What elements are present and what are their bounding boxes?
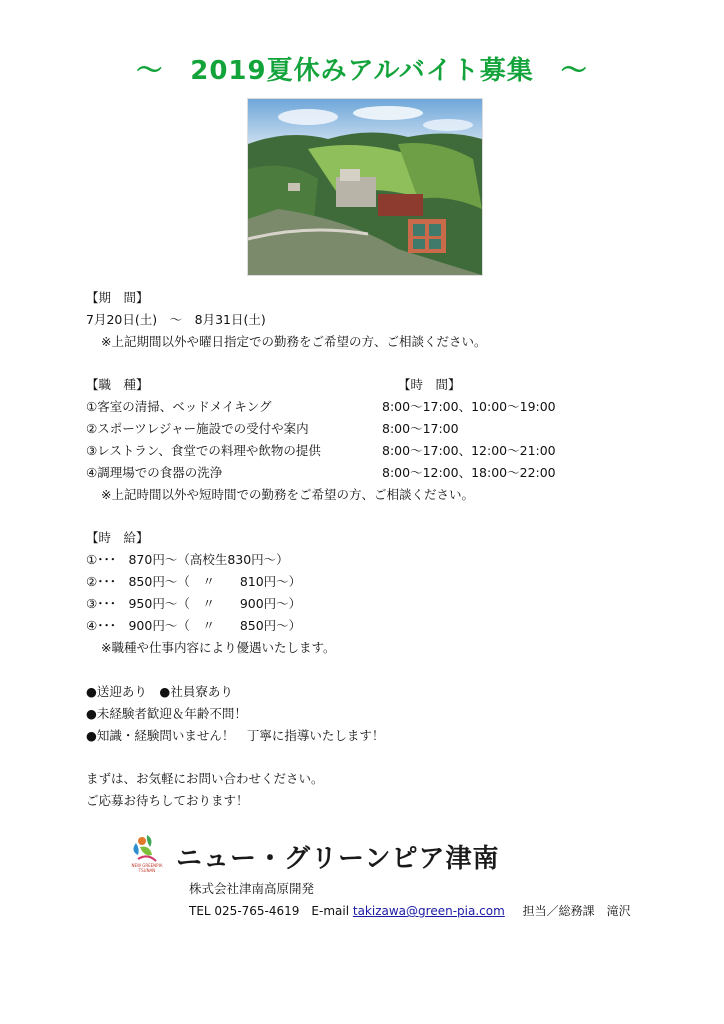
job-item: ②スポーツレジャー施設での受付や案内 — [86, 421, 309, 436]
wage-item: ④･･･ 900円～（ 〃 850円～） — [86, 618, 302, 633]
wage-item: ①･･･ 870円～（高校生830円～） — [86, 552, 289, 567]
period-note: ※上記期間以外や曜日指定での勤務をご希望の方、ご相談ください。 — [101, 334, 487, 349]
perk-item: ●知識・経験問いません！ 丁寧に指導いたします！ — [86, 728, 385, 743]
perk-item: ●未経験者歓迎＆年齢不問！ — [86, 706, 247, 721]
jobs-note: ※上記時間以外や短時間での勤務をご希望の方、ご相談ください。 — [101, 487, 474, 502]
period-dates: 7月20日(土) ～ 8月31日(土) — [86, 312, 266, 327]
resort-photo — [247, 98, 483, 276]
job-time: 8:00～12:00、18:00～22:00 — [382, 465, 556, 480]
logo-small-text: NEW GREENPIA TSUNAN — [131, 863, 163, 873]
email-link[interactable]: takizawa@green-pia.com — [352, 904, 505, 918]
tel-text: TEL 025-765-4619 E-mail — [189, 904, 350, 918]
wage-item: ③･･･ 950円～（ 〃 900円～） — [86, 596, 302, 611]
job-time: 8:00～17:00、12:00～21:00 — [382, 443, 556, 458]
time-heading: 【時 間】 — [398, 377, 461, 392]
job-item: ④調理場での食器の洗浄 — [86, 465, 223, 480]
job-item: ③レストラン、食堂での料理や飲物の提供 — [86, 443, 321, 458]
job-time: 8:00～17:00 — [382, 421, 459, 436]
wage-heading: 【時 給】 — [86, 530, 149, 545]
period-heading: 【期 間】 — [86, 290, 149, 305]
job-time: 8:00～17:00、10:00～19:00 — [382, 399, 556, 414]
closing-line: ご応募お待ちしております！ — [86, 793, 249, 808]
company-name: 株式会社津南高原開発 — [189, 881, 315, 896]
contact-line — [189, 902, 631, 919]
company-logo-icon — [128, 833, 166, 879]
resort-aerial-image — [248, 99, 482, 275]
perk-item: ●送迎あり ●社員寮あり — [86, 684, 233, 699]
wage-note: ※職種や仕事内容により優遇いたします。 — [101, 640, 336, 655]
closing-line: まずは、お気軽にお問い合わせください。 — [86, 771, 324, 786]
page-title: ～ 2019夏休みアルバイト募集 ～ — [136, 56, 588, 86]
company-logo-name: ニュー・グリーンピア津南 — [176, 844, 500, 874]
job-item: ①客室の清掃、ベッドメイキング — [86, 399, 272, 414]
jobs-heading: 【職 種】 — [86, 377, 149, 392]
wage-item: ②･･･ 850円～（ 〃 810円～） — [86, 574, 302, 589]
contact-person: 担当／総務課 滝沢 — [522, 904, 631, 918]
